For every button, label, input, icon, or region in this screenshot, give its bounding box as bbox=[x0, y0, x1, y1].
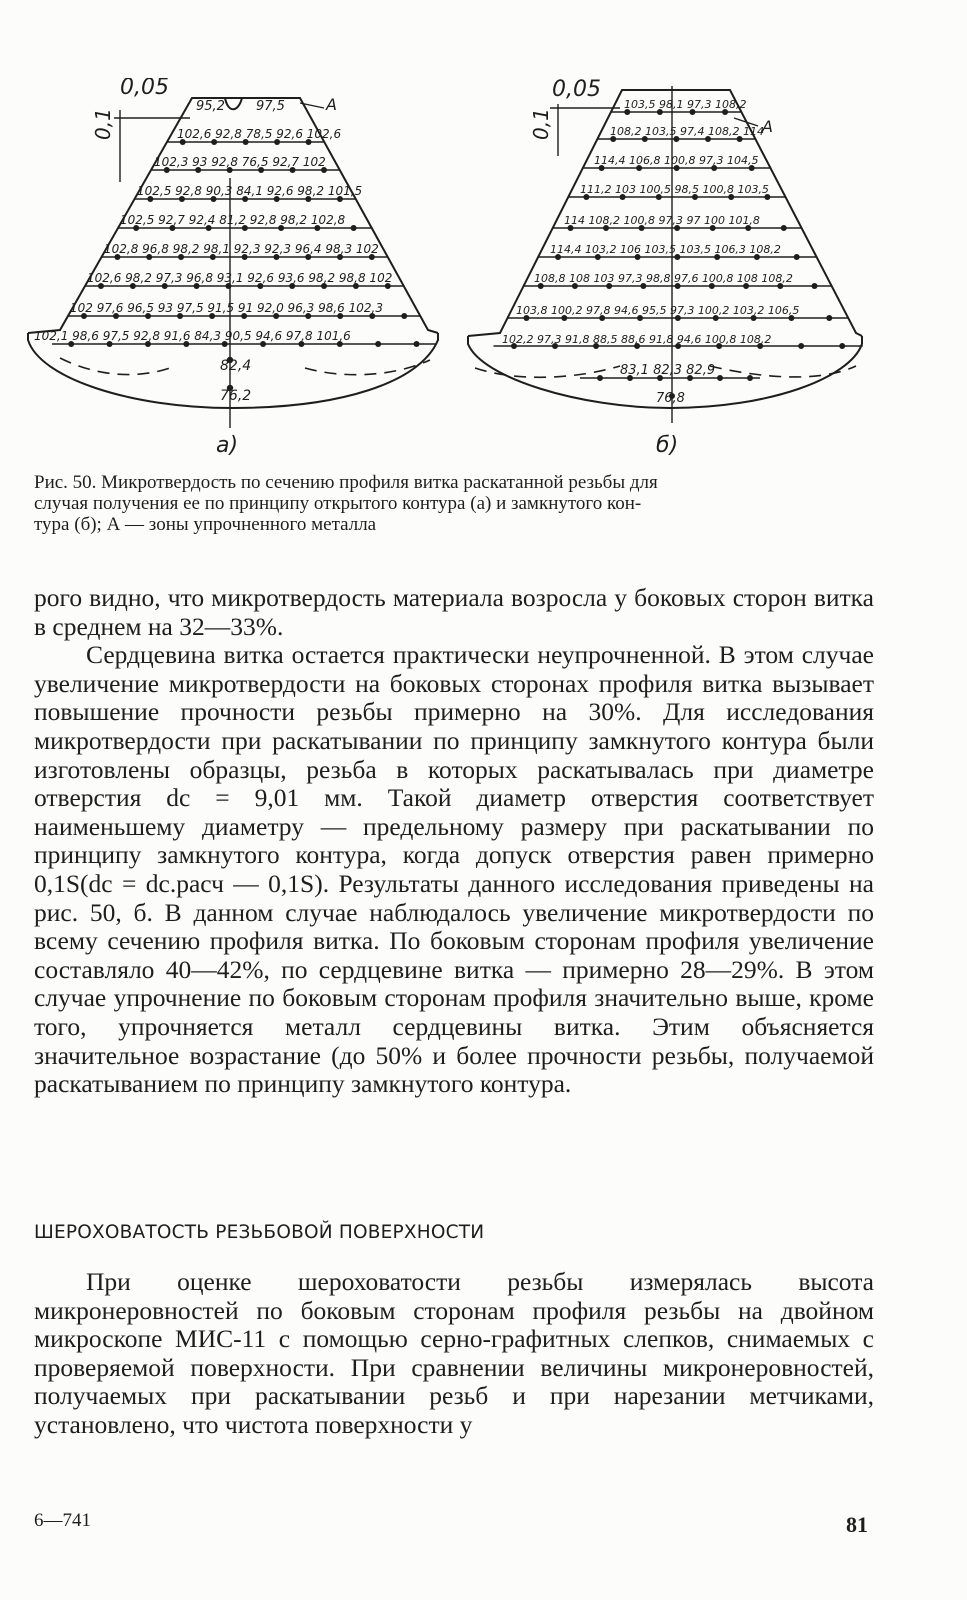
panel-a-measure-point bbox=[414, 341, 420, 347]
panel-b-measure-point bbox=[794, 254, 800, 260]
panel-a-label: а) bbox=[216, 433, 239, 458]
panel-b-row-6: 114,4 103,2 106 103,5 103,5 106,3 108,2 bbox=[550, 243, 781, 256]
panel-b-row-9: 102,2 97,3 91,8 88,5 88,6 91,8 94,6 100,8 108,2 bbox=[502, 333, 772, 346]
figure-50 bbox=[20, 78, 880, 468]
panel-b-row-7: 108,8 108 103 97,3 98,8 97,6 100,8 108 108,2 bbox=[534, 272, 793, 285]
panel-a-dim-top: 0,05 bbox=[120, 78, 169, 100]
panel-b-measure-point bbox=[839, 343, 845, 349]
printer-signature: 6—741 bbox=[34, 1510, 91, 1531]
page-number: 81 bbox=[846, 1512, 868, 1537]
panel-a-row-3: 102,5 92,8 90,3 84,1 92,6 98,2 101,5 bbox=[137, 184, 363, 198]
panel-a-row-5: 102,8 96,8 98,2 98,1 92,3 92,3 96,4 98,3 102 bbox=[104, 242, 379, 256]
panel-a-measure-point bbox=[401, 313, 407, 319]
panel-b-core-point bbox=[747, 375, 753, 381]
panel-b-zone-boundary-right bbox=[710, 366, 856, 377]
panel-a-row-4: 102,5 92,7 92,4 81,2 92,8 98,2 102,8 bbox=[120, 213, 346, 227]
panel-b-core-2: 76,8 bbox=[656, 391, 685, 406]
panel-a-core-2: 76,2 bbox=[220, 388, 252, 404]
panel-a-zone-label: А bbox=[326, 95, 337, 114]
figure-caption bbox=[34, 472, 874, 535]
panel-b-row-4: 111,2 103 100,5 98,5 100,8 103,5 bbox=[580, 183, 769, 196]
paragraph-continuation: рого видно, что микротвердость материала возросла у боковых сторон витка в среднем на 32—33%. bbox=[34, 583, 874, 641]
panel-a-row-8: 102,1 98,6 97,5 92,8 91,6 84,3 90,5 94,6 97,8 101,6 bbox=[34, 329, 351, 343]
panel-a-row-1: 102,6 92,8 78,5 92,6 102,6 bbox=[177, 127, 342, 141]
panel-a-top-value-1: 95,2 bbox=[196, 99, 225, 114]
panel-b-dim-side: 0,1 bbox=[529, 108, 553, 140]
panel-a-top-value-2: 97,5 bbox=[256, 99, 285, 114]
panel-b-row-1: 103,5 98,1 97,3 108,2 bbox=[624, 98, 747, 111]
panel-a-core-1: 82,4 bbox=[220, 358, 252, 374]
panel-b-label: б) bbox=[656, 433, 679, 458]
body-text-top bbox=[34, 584, 874, 1099]
panel-a-row-6: 102,6 98,2 97,3 96,8 93,1 92,6 93,6 98,2 98,8 102 bbox=[87, 271, 393, 285]
panel-b-measure-point bbox=[826, 315, 832, 321]
panel-b-row-5: 114 108,2 100,8 97,3 97 100 101,8 bbox=[564, 214, 760, 227]
panel-a-zone-boundary-left bbox=[60, 358, 170, 375]
caption-line-3: тура (б); А — зоны упрочненного металла bbox=[34, 514, 377, 535]
panel-a-measure-point bbox=[375, 341, 381, 347]
panel-b-measure-point bbox=[812, 283, 818, 289]
panel-a-diagram bbox=[28, 98, 438, 428]
panel-b-core-1: 83,1 82,3 82,9 bbox=[620, 363, 716, 378]
section-heading: ШЕРОХОВАТОСТЬ РЕЗЬБОВОЙ ПОВЕРХНОСТИ bbox=[34, 1222, 485, 1243]
paragraph-core-strength: Сердцевина витка остается практически неупрочненной. В этом случае увеличение микротвердости на боковых сторонах профиля витка вызывает повышение прочности резьбы примерно на 30%. Для исследования микротвердости при раскатывании по принципу замкнутого контура были изготовлены образцы, резьба в которых раскатывалась при диаметре отверстия dс = 9,01 мм. Такой диаметр отверстия соответствует наименьшему диаметру — предельному размеру при раскатывании по принципу замкнутого контура, когда допуск отверстия равен примерно 0,1S(dс = dс.расч — 0,1S). Результаты данного исследования приведены на рис. 50, б. В данном случае наблюдалось увеличение микротвердости по всему сечению профиля витка. По боковым сторонам профиля увеличение составляло 40—42%, по сердцевине витка — примерно 28—29%. В этом случае упрочнение по боковым сторонам профиля значительно выше, кроме того, упрочняется металл сердцевины витка. Этим объясняется значительное возрастание (до 50% и более прочности резьбы, получаемой раскатыванием по принципу замкнутого контура. bbox=[34, 640, 874, 1099]
caption-line-1: Рис. 50. Микротвердость по сечению профиля витка раскатанной резьбы для bbox=[34, 472, 658, 493]
paragraph-roughness: При оценке шероховатости резьбы измерялась высота микронеровностей по боковым сторонам профиля резьбы на двойном микроскопе МИС-11 с помощью серно-графитных слепков, снимаемых с проверяемой поверхности. При сравнении величины микронеровностей, получаемых при раскатывании резьб и при нарезании метчиками, установлено, что чистота поверхности у bbox=[34, 1267, 874, 1439]
panel-b-core-point bbox=[597, 375, 603, 381]
panel-b-measure-point bbox=[798, 343, 804, 349]
panel-a-zone-boundary-right bbox=[305, 360, 430, 375]
panel-b-row-8: 103,8 100,2 97,8 94,6 95,5 97,3 100,2 103,2 106,5 bbox=[516, 304, 800, 317]
caption-line-2: случая получения ее по принципу открытого контура (а) и замкнутого кон- bbox=[34, 493, 642, 514]
panel-a-row-7: 102 97,6 96,5 93 97,5 91,5 91 92,0 96,3 98,6 102,3 bbox=[70, 301, 383, 315]
panel-b-dim-top: 0,05 bbox=[552, 78, 601, 102]
panel-a-dim-side: 0,1 bbox=[91, 108, 115, 140]
panel-a-measure-point bbox=[351, 225, 357, 231]
panel-b-row-3: 114,4 106,8 100,8 97,3 104,5 bbox=[594, 154, 759, 167]
panel-a-measure-lines bbox=[52, 139, 436, 391]
panel-b-zone-label: А bbox=[762, 117, 773, 136]
panel-b-row-2: 108,2 103,5 97,4 108,2 114 bbox=[610, 125, 764, 138]
panel-b-core-point bbox=[717, 375, 723, 381]
panel-b-measure-point bbox=[781, 225, 787, 231]
body-text-bottom bbox=[34, 1268, 874, 1440]
panel-a-row-2: 102,3 93 92,8 76,5 92,7 102 bbox=[154, 155, 326, 169]
panel-a-crest-notch bbox=[225, 98, 242, 109]
